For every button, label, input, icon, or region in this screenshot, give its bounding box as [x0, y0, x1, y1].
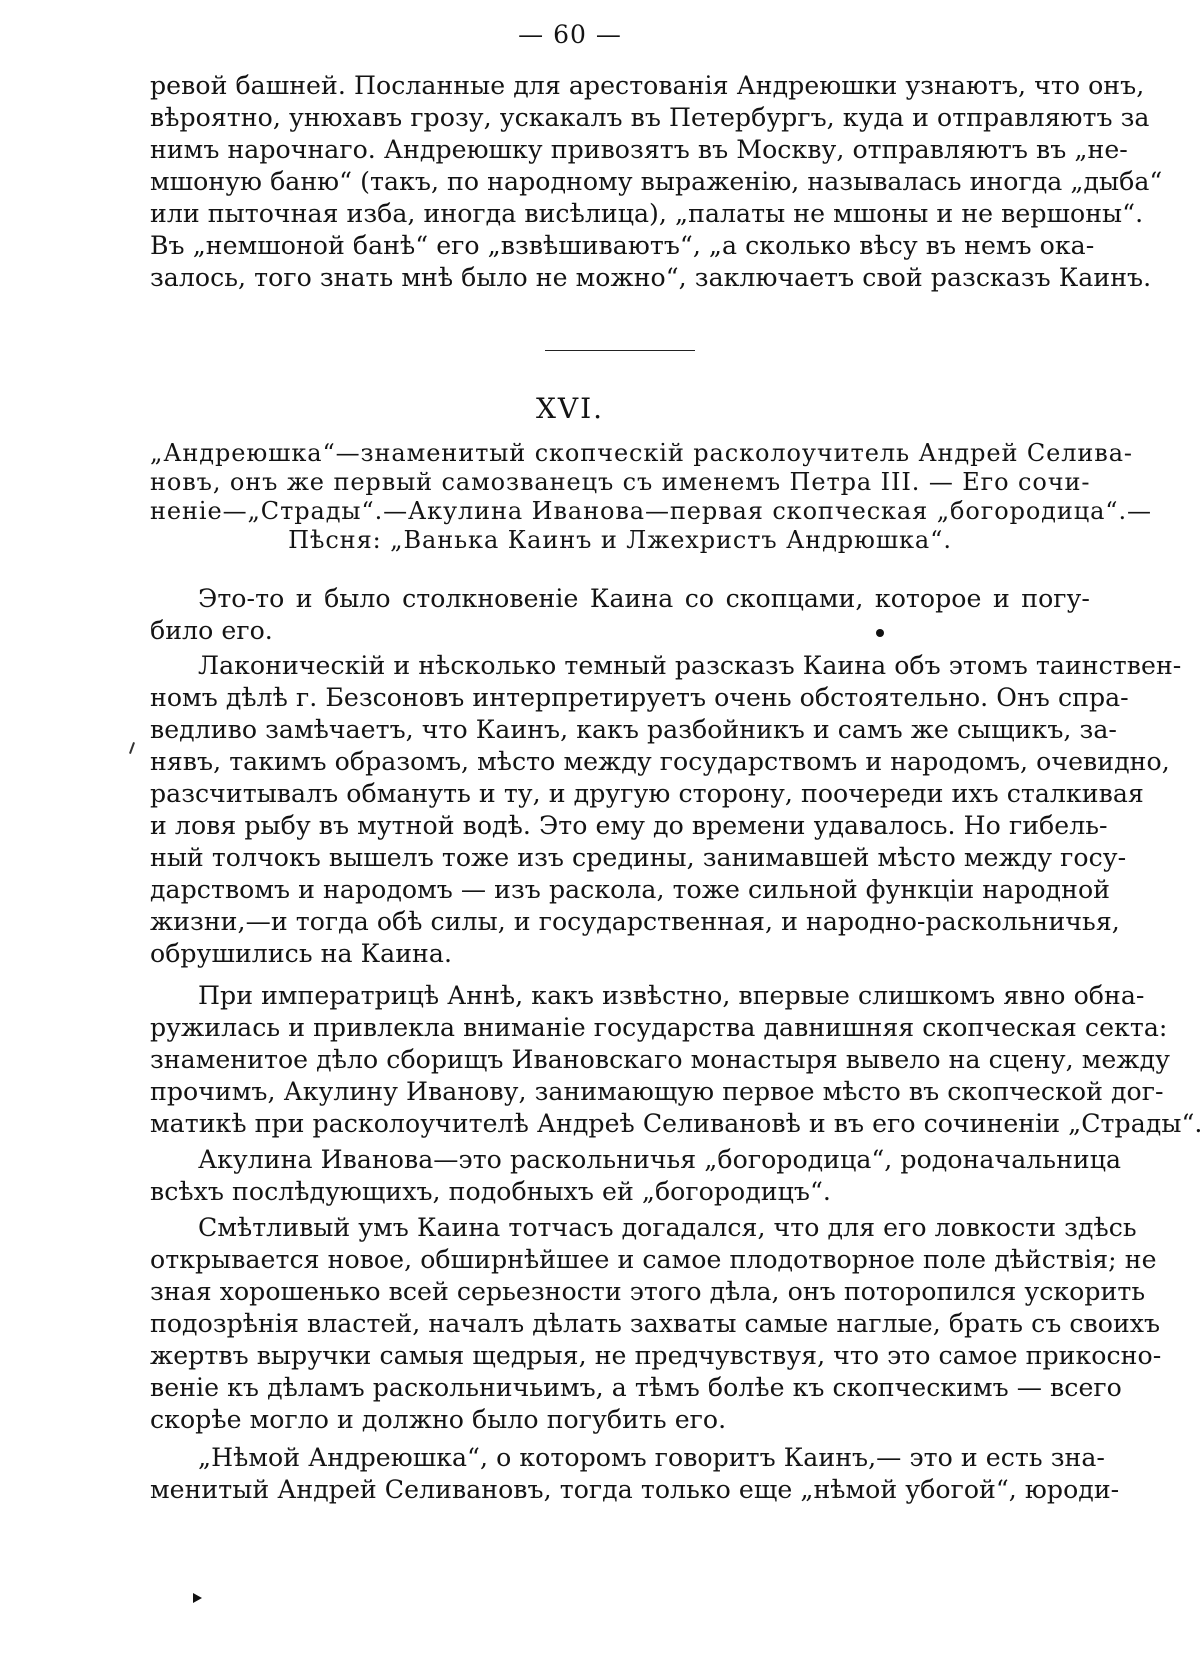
- chapter-summary-line: „Андреюшка“—знаменитый скопческій расколоучитель Андрей Селива-: [150, 439, 1133, 467]
- text-line: мшоную баню“ (такъ, по народному выраженію, называлась иногда „дыба“: [150, 167, 1163, 196]
- text-line: вѣроятно, унюхавъ грозу, ускакалъ въ Петербургъ, куда и отправляютъ за: [150, 103, 1150, 132]
- text-line: залось, того знать мнѣ было не можно“, заключаетъ свой разсказъ Каинъ.: [150, 263, 1152, 292]
- text-line: ный толчокъ вышелъ тоже изъ средины, занимавшей мѣсто между госу-: [150, 843, 1127, 872]
- text-line: жертвъ выручки самыя щедрыя, не предчувствуя, что это самое прикосно-: [150, 1341, 1162, 1370]
- text-line: знаменитое дѣло сборищъ Ивановскаго монастыря вывело на сцену, между: [150, 1045, 1171, 1074]
- ink-dot-mark: [876, 629, 884, 637]
- text-line: Это-то и было столкновеніе Каина со скопцами, которое и погу-: [198, 584, 1090, 613]
- text-line: менитый Андрей Селивановъ, тогда только еще „нѣмой убогой“, юроди-: [150, 1475, 1120, 1504]
- text-line: обрушились на Каина.: [150, 939, 453, 968]
- text-line: веніе къ дѣламъ раскольничьимъ, а тѣмъ болѣе къ скопческимъ — всего: [150, 1373, 1122, 1402]
- text-line: прочимъ, Акулину Иванову, занимающую первое мѣсто въ скопческой дог-: [150, 1077, 1164, 1106]
- text-line: зная хорошенько всей серьезности этого дѣла, онъ поторопился ускорить: [150, 1277, 1146, 1306]
- text-line: ревой башней. Посланные для арестованія Андреюшки узнаютъ, что онъ,: [150, 71, 1145, 100]
- section-divider: [545, 350, 695, 351]
- text-line: открывается новое, обширнѣйшее и самое плодотворное поле дѣйствія; не: [150, 1245, 1157, 1274]
- text-line: Въ „немшоной банѣ“ его „взвѣшиваютъ“, „а сколько вѣсу въ немъ ока-: [150, 231, 1095, 260]
- chapter-summary-line: неніе—„Страды“.—Акулина Иванова—первая скопческая „богородица“.—: [150, 497, 1152, 525]
- text-line: нимъ нарочнаго. Андреюшку привозятъ въ Москву, отправляютъ въ „не-: [150, 135, 1128, 164]
- text-line: При императрицѣ Аннѣ, какъ извѣстно, впервые слишкомъ явно обна-: [198, 981, 1145, 1010]
- text-line: всѣхъ послѣдующихъ, подобныхъ ей „богородицъ“.: [150, 1177, 831, 1206]
- text-line: матикѣ при расколоучителѣ Андреѣ Селивановѣ и въ его сочиненіи „Страды“.: [150, 1109, 1202, 1138]
- text-line: нявъ, такимъ образомъ, мѣсто между государствомъ и народомъ, очевидно,: [150, 747, 1170, 776]
- text-line: било его.: [150, 616, 273, 645]
- text-line: Смѣтливый умъ Каина тотчасъ догадался, что для его ловкости здѣсь: [198, 1213, 1137, 1242]
- ink-tick-mark: [129, 742, 135, 754]
- text-line: „Нѣмой Андреюшка“, о которомъ говоритъ Каинъ,— это и есть зна-: [198, 1443, 1105, 1472]
- text-line: или пыточная изба, иногда висѣлица), „палаты не мшоны и не вершоны“.: [150, 199, 1144, 228]
- chapter-summary-line: новъ, онъ же первый самозванецъ съ именемъ Петра III. — Его сочи-: [150, 468, 1091, 496]
- scan-arrow-mark: [193, 1593, 202, 1603]
- text-line: Акулина Иванова—это раскольничья „богородица“, родоначальница: [198, 1145, 1122, 1174]
- text-line: Лаконическій и нѣсколько темный разсказъ Каина объ этомъ таинствен-: [198, 651, 1182, 680]
- text-line: ружилась и привлекла вниманіе государства давнишняя скопческая секта:: [150, 1013, 1168, 1042]
- text-line: жизни,—и тогда обѣ силы, и государственная, и народно-раскольничья,: [150, 907, 1120, 936]
- chapter-summary-line: Пѣсня: „Ванька Каинъ и Лжехристъ Андрюшка“.: [288, 526, 952, 554]
- text-line: дарствомъ и народомъ — изъ раскола, тоже сильной функціи народной: [150, 875, 1111, 904]
- text-line: подозрѣнія властей, началъ дѣлать захваты самые наглые, брать съ своихъ: [150, 1309, 1161, 1338]
- text-line: номъ дѣлѣ г. Безсоновъ интерпретируетъ очень обстоятельно. Онъ спра-: [150, 683, 1129, 712]
- text-line: разсчитывалъ обмануть и ту, и другую сторону, поочереди ихъ сталкивая: [150, 779, 1144, 808]
- text-line: скорѣе могло и должно было погубить его.: [150, 1405, 727, 1434]
- page-number: — 60 —: [518, 20, 622, 49]
- chapter-number: XVI.: [535, 392, 605, 425]
- text-line: и ловя рыбу въ мутной водѣ. Это ему до времени удавалось. Но гибель-: [150, 811, 1108, 840]
- text-line: ведливо замѣчаетъ, что Каинъ, какъ разбойникъ и самъ же сыщикъ, за-: [150, 715, 1117, 744]
